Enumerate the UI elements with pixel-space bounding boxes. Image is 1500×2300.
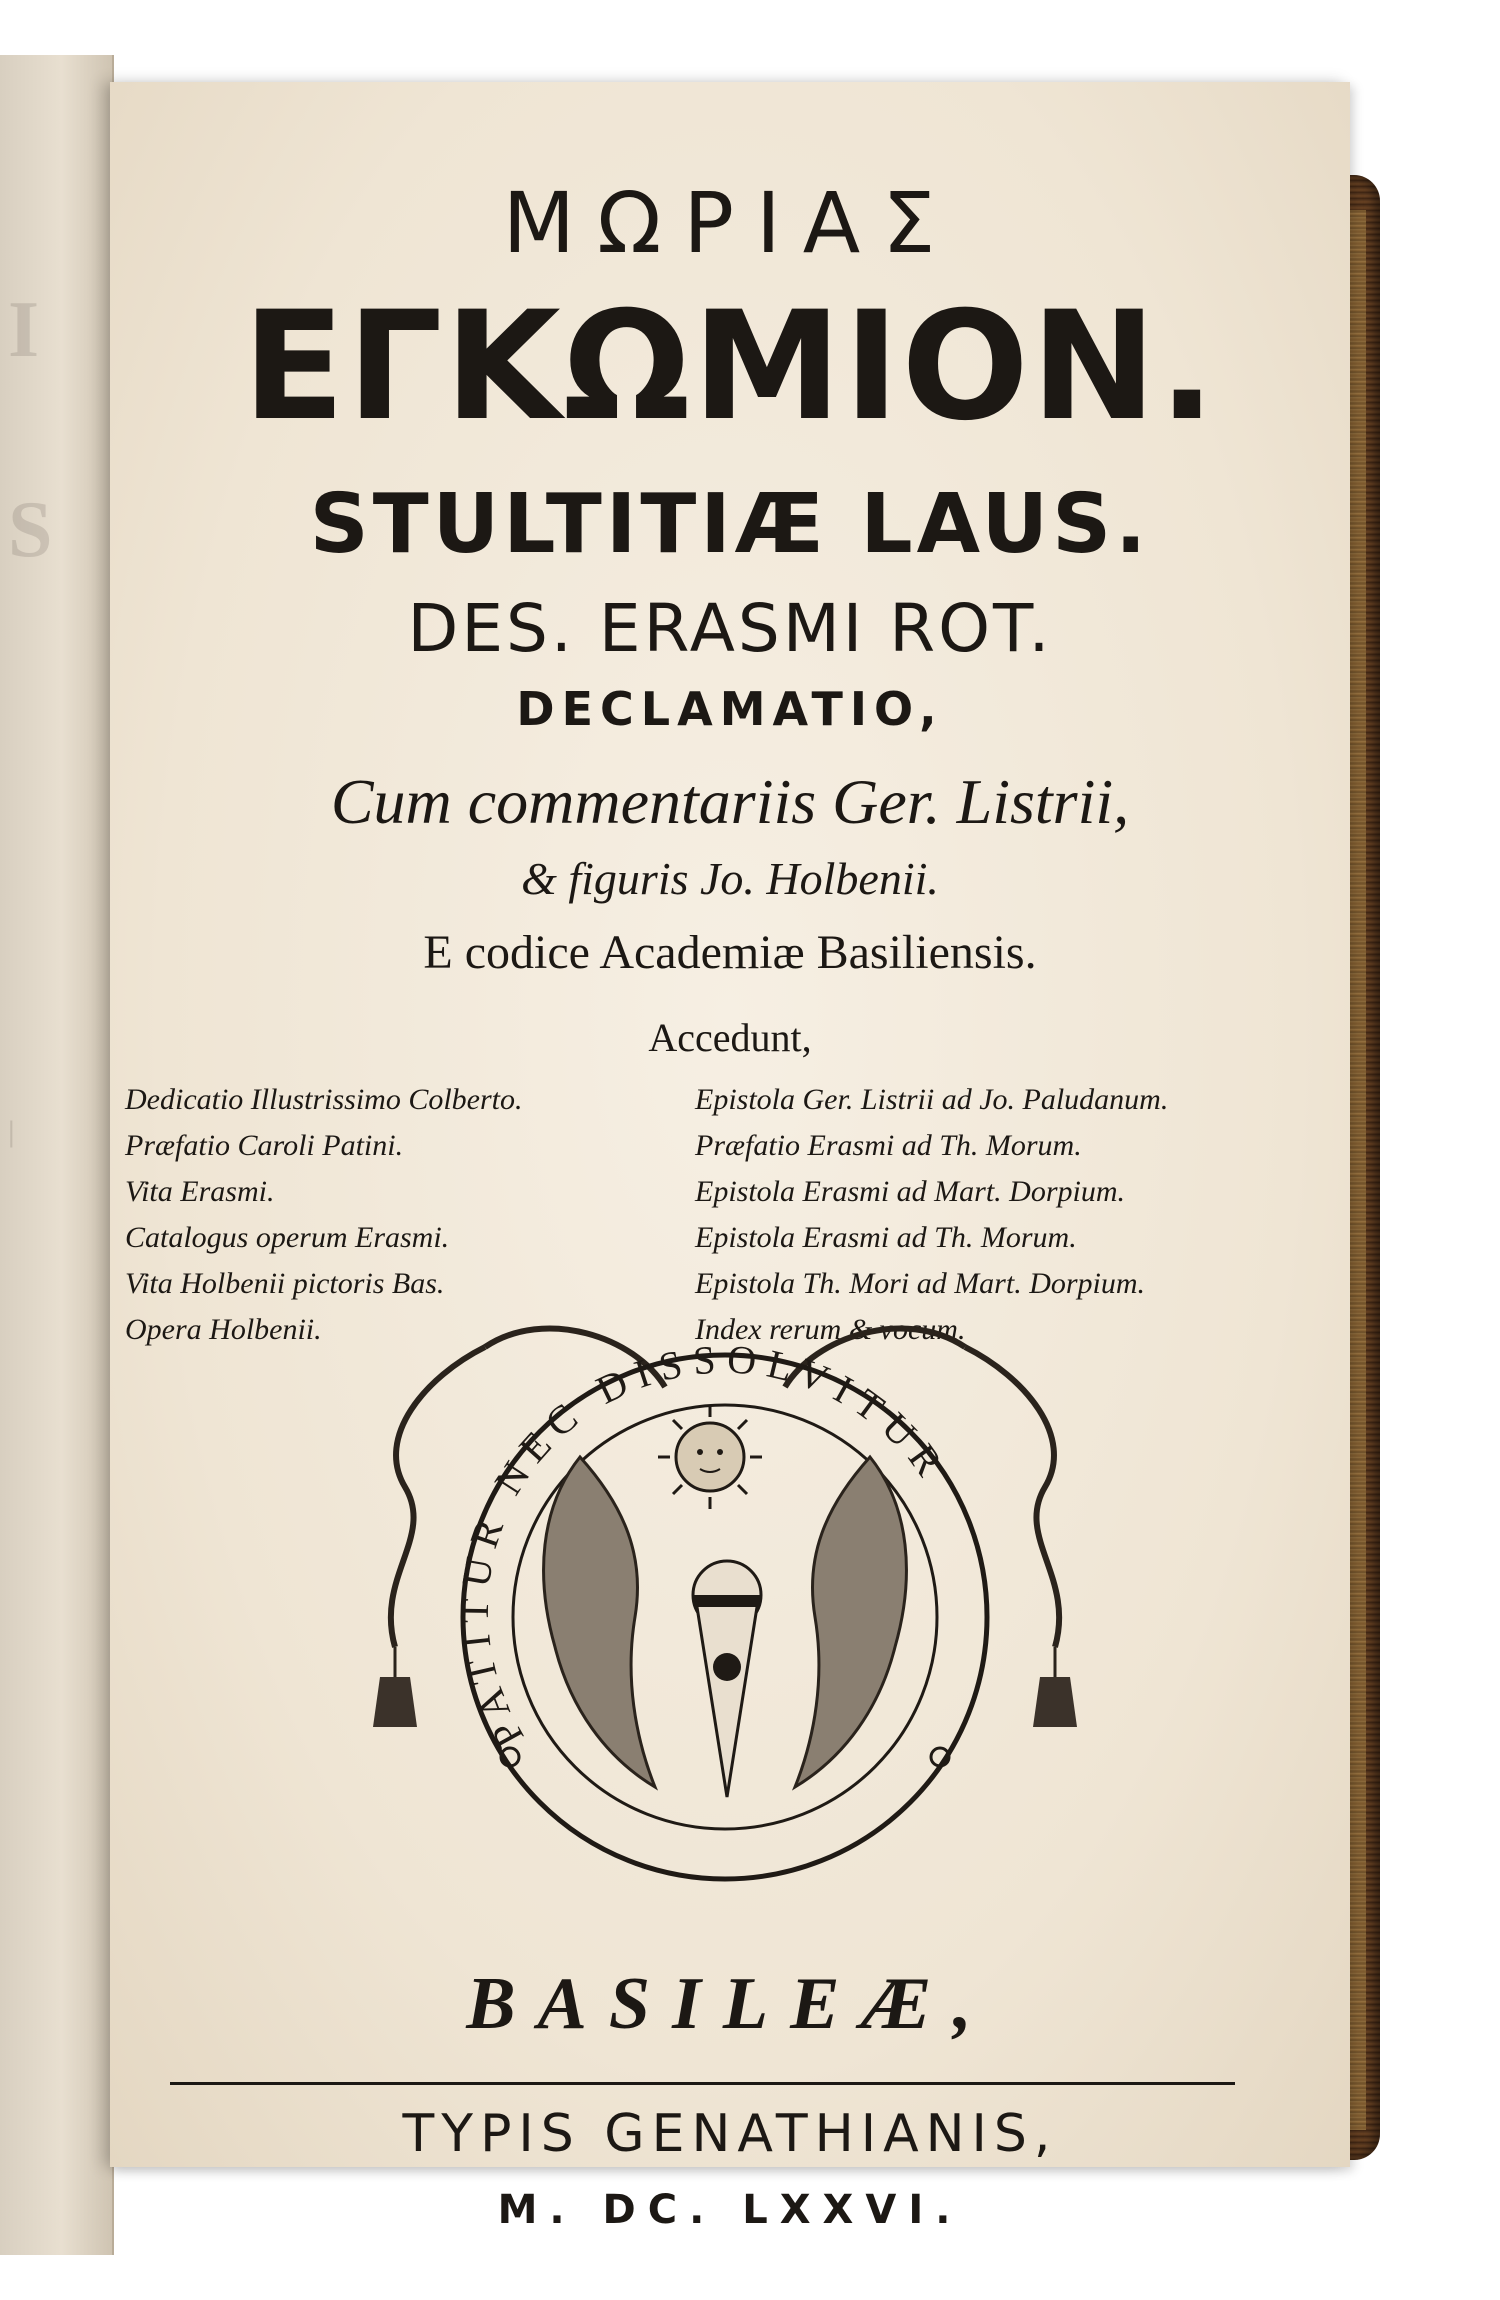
- contents-item: Præfatio Erasmi ad Th. Morum.: [695, 1129, 1082, 1162]
- declamatio-line: DECLAMATIO,: [516, 682, 944, 736]
- imprint-printer: TYPIS GENATHIANIS,: [402, 2104, 1058, 2164]
- printers-device: [335, 1317, 1115, 1917]
- contents-item: Præfatio Caroli Patini.: [125, 1129, 404, 1162]
- figures-line: & figuris Jo. Holbenii.: [521, 853, 939, 904]
- contents-item: Opera Holbenii.: [125, 1313, 322, 1346]
- imprint-date: M. DC. LXXVI.: [497, 2187, 963, 2233]
- imprint-rule: [170, 2082, 1235, 2085]
- codex-line: E codice Academiæ Basiliensis.: [423, 926, 1037, 979]
- contents-right-column: [695, 1077, 1168, 1353]
- device-motto: PATITUR NEC DISSOLVITUR: [451, 1336, 958, 1755]
- accedunt-heading: Accedunt,: [648, 1015, 812, 1060]
- contents-left-column: [125, 1077, 523, 1353]
- contents-item: Catalogus operum Erasmi.: [125, 1221, 450, 1254]
- tassel-right-icon: [1033, 1647, 1077, 1727]
- contents-item: Vita Holbenii pictoris Bas.: [125, 1267, 445, 1300]
- contents-item: Epistola Erasmi ad Th. Morum.: [695, 1221, 1077, 1254]
- imprint-city: BASILEÆ,: [466, 1963, 994, 2045]
- contents-item: Epistola Th. Mori ad Mart. Dorpium.: [695, 1267, 1146, 1300]
- greek-title-line1: ΜΩΡΙΑΣ: [502, 174, 958, 272]
- latin-title: STULTITIÆ LAUS.: [309, 477, 1151, 572]
- commentary-line: Cum commentariis Ger. Listrii,: [330, 766, 1130, 837]
- author-line: DES. ERASMI ROT.: [407, 590, 1053, 667]
- contents-item: Dedicatio Illustrissimo Colberto.: [125, 1083, 523, 1116]
- greek-title-line2: ΕΓΚΩΜΙΟΝ.: [242, 280, 1218, 454]
- contents-item: Epistola Ger. Listrii ad Jo. Paludanum.: [695, 1083, 1169, 1116]
- tassel-left-icon: [373, 1647, 417, 1727]
- left-page-edge: I S |: [0, 55, 114, 2255]
- cloud-right-icon: [795, 1457, 906, 1787]
- eclipse-cone-icon: [693, 1561, 761, 1797]
- title-page: [110, 82, 1350, 2233]
- cloud-left-icon: [544, 1457, 655, 1787]
- contents-item: Index rerum & vocum.: [695, 1313, 966, 1346]
- gilt-page-edges: [1348, 210, 1366, 2130]
- contents-item: Epistola Erasmi ad Mart. Dorpium.: [695, 1175, 1126, 1208]
- sun-face-icon: [658, 1405, 762, 1509]
- ribbon-right: [965, 1347, 1059, 1647]
- contents-item: Vita Erasmi.: [125, 1175, 275, 1208]
